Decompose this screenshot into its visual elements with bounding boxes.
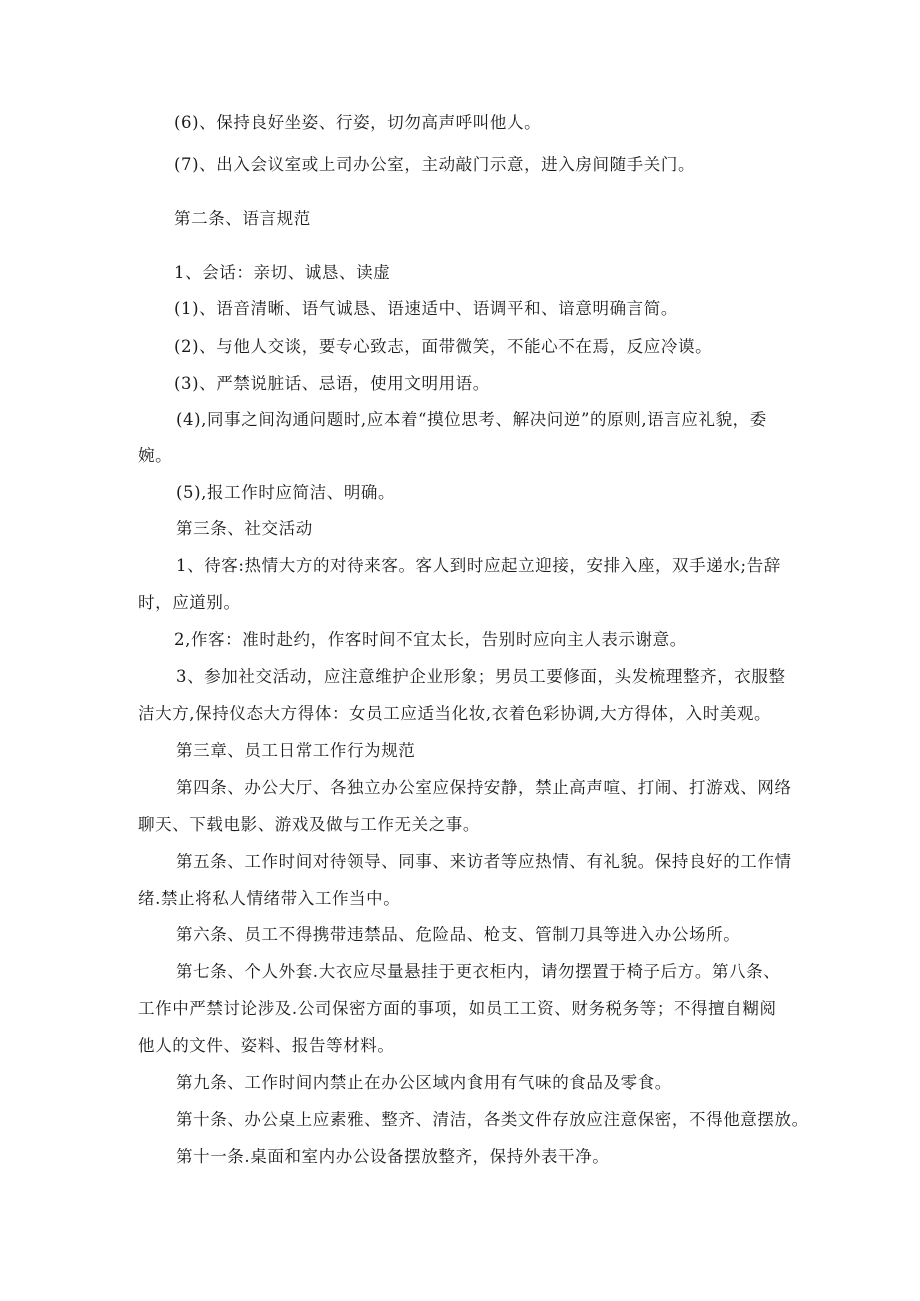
article-5-continuation: 绪.禁止将私人情绪带入工作当中。	[138, 889, 401, 908]
list-item-1: (1)、语音清晰、语气诚恳、语速适中、语调平和、谙意明确言简。	[174, 299, 678, 318]
list-item-7: (7)、出入会议室或上司办公室，主动敲门示意，进入房间随手关门。	[174, 155, 696, 174]
list-item-6: (6)、保持良好坐姿、行姿，切勿高声呼叫他人。	[174, 113, 542, 132]
paragraph-hosting: 1、待客:热情大方的对待来客。客人到时应起立迎接，安排入座，双手递水;告辞	[176, 556, 781, 575]
article-8-continuation: 他人的文件、姿料、报告等材料。	[138, 1036, 395, 1055]
article-8: 工作中严禁讨论涉及.公司保密方面的事项，如员工工资、财务税务等；不得擅自糊阅	[138, 999, 777, 1018]
article-6: 第六条、员工不得携带违禁品、危险品、枪支、管制刀具等进入办公场所。	[176, 925, 741, 944]
paragraph-social-events: 3、参加社交活动，应注意维护企业形象；男员工要修面，头发梳理整齐，衣服整	[176, 667, 786, 686]
article-10: 第十条、办公桌上应素雅、整齐、清洁，各类文件存放应注意保密，不得他意摆放。	[176, 1110, 809, 1129]
section-heading-social: 第三条、社交活动	[176, 519, 313, 538]
section-heading-language: 第二条、语言规范	[174, 209, 311, 228]
list-item-4: (4),同事之间沟通问题时,应本着“摸位思考、解决问逆”的原则,语言应礼貌，委	[176, 410, 767, 429]
article-9: 第九条、工作时间内禁止在办公区域内食用有气味的食品及零食。	[176, 1073, 672, 1092]
subsection-conversation: 1、会话：亲切、诚恳、读虚	[174, 263, 391, 282]
paragraph-visiting: 2,作客：准时赴约，作客时间不宜太长，告别时应向主人表示谢意。	[174, 630, 687, 649]
article-4-continuation: 聊天、下载电影、游戏及做与工作无关之事。	[138, 815, 480, 834]
article-5: 第五条、工作时间对待领导、同事、来访者等应热情、有礼貌。保持良好的工作情	[176, 852, 792, 871]
list-item-4-continuation: 婉。	[138, 446, 173, 465]
article-4: 第四条、办公大厅、各独立办公室应保持安静，禁止高声喧、打闹、打游戏、网络	[176, 778, 792, 797]
article-11: 第十一条.桌面和室内办公设备摆放整齐，保持外表干净。	[176, 1147, 610, 1166]
paragraph-hosting-continuation: 时，应道别。	[138, 593, 241, 612]
chapter-heading: 第三章、员工日常工作行为规范	[176, 741, 416, 760]
article-7: 第七条、个人外套.大衣应尽量悬挂于更衣柜内，请勿摆置于椅子后方。第八条、	[176, 962, 781, 981]
list-item-5: (5),报工作时应简洁、明确。	[176, 483, 396, 502]
paragraph-social-events-continuation: 洁大方,保持仪态大方得体：女员工应适当化妆,衣着色彩协调,大方得体，入时美观。	[138, 704, 772, 723]
list-item-3: (3)、严禁说脏话、忌语，使用文明用语。	[174, 374, 490, 393]
list-item-2: (2)、与他人交谈，要专心致志，面带微笑，不能心不在焉，反应冷谟。	[174, 337, 713, 356]
